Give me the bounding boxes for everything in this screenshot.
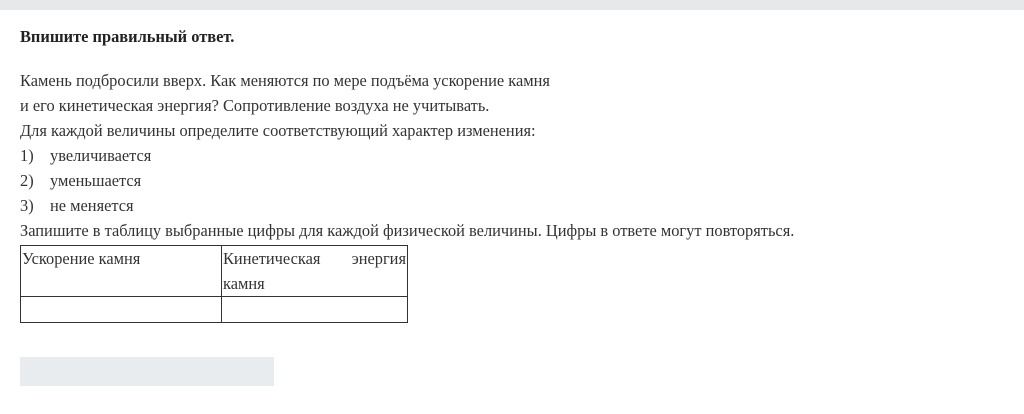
header-acceleration (21, 246, 222, 297)
option-text: не меняется (50, 196, 134, 215)
option-1 (20, 143, 1010, 168)
header-energy-word: энергия (351, 249, 406, 268)
answer-table (20, 245, 408, 323)
option-text: уменьшается (50, 171, 142, 190)
task-note: Запишите в таблицу выбранные цифры для каждой физической величины. Цифры в ответе могут повторяться. (20, 221, 795, 240)
header-kinetic-energy-line2: камня (223, 274, 265, 293)
option-text: увеличивается (50, 146, 152, 165)
task-instruction: Впишите правильный ответ. (20, 27, 235, 46)
option-number: 3) (20, 196, 34, 215)
answer-cell-acceleration (21, 297, 222, 323)
question-line-1: Камень подбросили вверх. Как меняются по мере подъёма ускорение камня (20, 71, 550, 90)
header-kinetic-energy (222, 246, 408, 297)
option-number: 1) (20, 146, 34, 165)
answer-table-value-row (21, 297, 408, 323)
option-number: 2) (20, 171, 34, 190)
option-2 (20, 168, 1010, 193)
header-acceleration-label: Ускорение камня (22, 249, 141, 268)
question-line-2: и его кинетическая энергия? Сопротивление воздуха не учитывать. (20, 96, 490, 115)
header-kinetic-energy-line1 (223, 246, 406, 271)
top-bar (0, 0, 1024, 10)
option-3 (20, 193, 1010, 218)
question-line-3: Для каждой величины определите соответствующий характер изменения: (20, 121, 536, 140)
answer-cell-kinetic-energy (222, 297, 408, 323)
header-kinetic-word: Кинетическая (223, 249, 321, 268)
answer-table-header-row (21, 246, 408, 297)
answer-input[interactable] (20, 357, 274, 386)
task-content (20, 26, 1010, 323)
